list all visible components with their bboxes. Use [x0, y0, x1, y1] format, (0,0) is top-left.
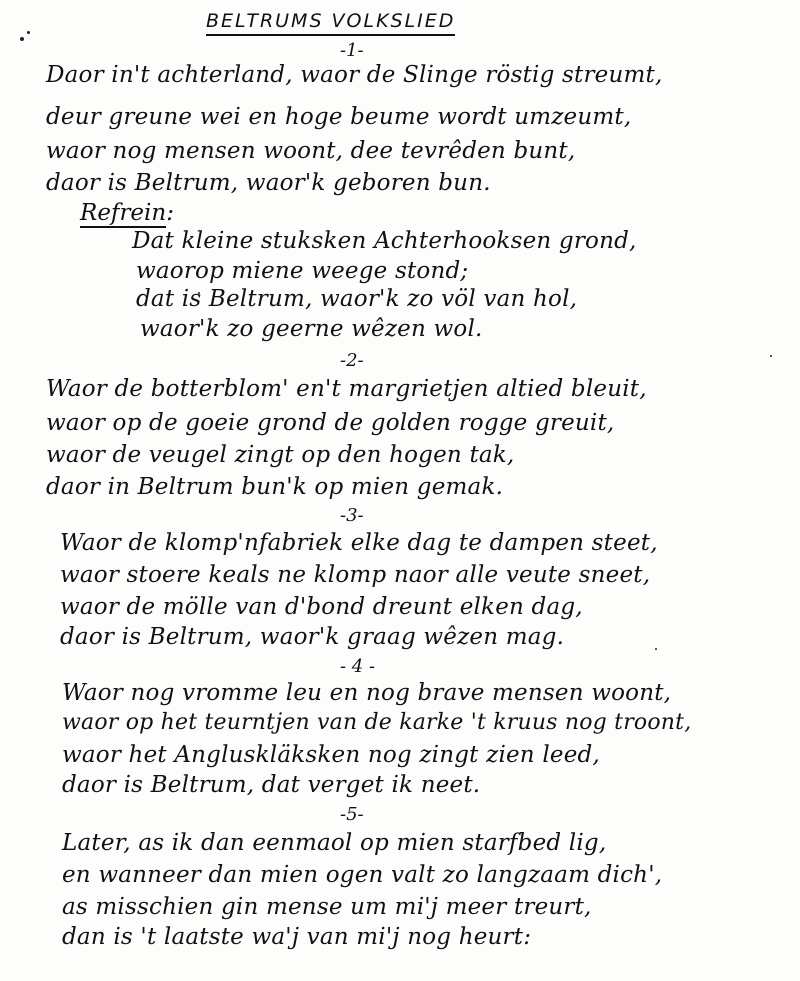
verse-3-line-1: Waor de klomp'nfabriek elke dag te dampen steet, — [60, 530, 658, 556]
verse-2-line-4: daor in Beltrum bun'k op mien gemak. — [46, 474, 504, 500]
verse-4-line-2: waor op het teurntjen van de karke 't kruus nog troont, — [62, 710, 692, 735]
verse-2-line-3: waor de veugel zingt op den hogen tak, — [46, 442, 515, 468]
verse-5-line-3: as misschien gin mense um mi'j meer treurt, — [62, 894, 592, 920]
verse-1-line-2: deur greune wei en hoge beume wordt umzeumt, — [46, 104, 632, 130]
song-title: BELTRUMS VOLKSLIED — [206, 10, 455, 36]
verse-3-line-2: waor stoere keals ne klomp naor alle veute sneet, — [60, 562, 651, 588]
refrain-line-2: waorop miene weege stond; — [136, 258, 469, 284]
refrain-line-1: Dat kleine stuksken Achterhooksen grond, — [132, 228, 637, 254]
verse-2-marker: -2- — [340, 350, 364, 371]
refrain-line-4: waor'k zo geerne wêzen wol. — [140, 316, 483, 342]
refrain-label — [80, 200, 174, 226]
verse-5-line-1: Later, as ik dan eenmaol op mien starfbed lig, — [62, 830, 607, 856]
verse-1-line-4: daor is Beltrum, waor'k geboren bun. — [46, 170, 491, 196]
refrain-label-text: Refrein — [80, 200, 167, 226]
verse-5-marker: -5- — [340, 804, 364, 825]
verse-5-line-4: dan is 't laatste wa'j van mi'j nog heurt: — [62, 924, 532, 950]
verse-3-line-3: waor de mölle van d'bond dreunt elken dag, — [60, 594, 583, 620]
verse-4-line-3: waor het Angluskläksken nog zingt zien leed, — [62, 742, 600, 768]
verse-5-line-2: en wanneer dan mien ogen valt zo langzaam dich', — [62, 862, 663, 888]
verse-4-marker: - 4 - — [340, 656, 376, 677]
verse-4-line-1: Waor nog vromme leu en nog brave mensen woont, — [62, 680, 672, 706]
verse-3-line-4: daor is Beltrum, waor'k graag wêzen mag. — [60, 624, 565, 650]
verse-2-line-2: waor op de goeie grond de golden rogge greuit, — [46, 410, 615, 436]
verse-1-marker: -1- — [340, 40, 364, 61]
refrain-label-colon: : — [166, 200, 174, 226]
verse-1-line-1: Daor in't achterland, waor de Slinge röstig streumt, — [46, 62, 663, 88]
refrain-line-3: dat is Beltrum, waor'k zo völ van hol, — [136, 286, 578, 312]
verse-2-line-1: Waor de botterblom' en't margrietjen altied bleuit, — [46, 376, 647, 402]
verse-3-marker: -3- — [340, 505, 364, 526]
verse-1-line-3: waor nog mensen woont, dee tevrêden bunt, — [46, 138, 576, 164]
verse-4-line-4: daor is Beltrum, dat verget ik neet. — [62, 772, 481, 798]
